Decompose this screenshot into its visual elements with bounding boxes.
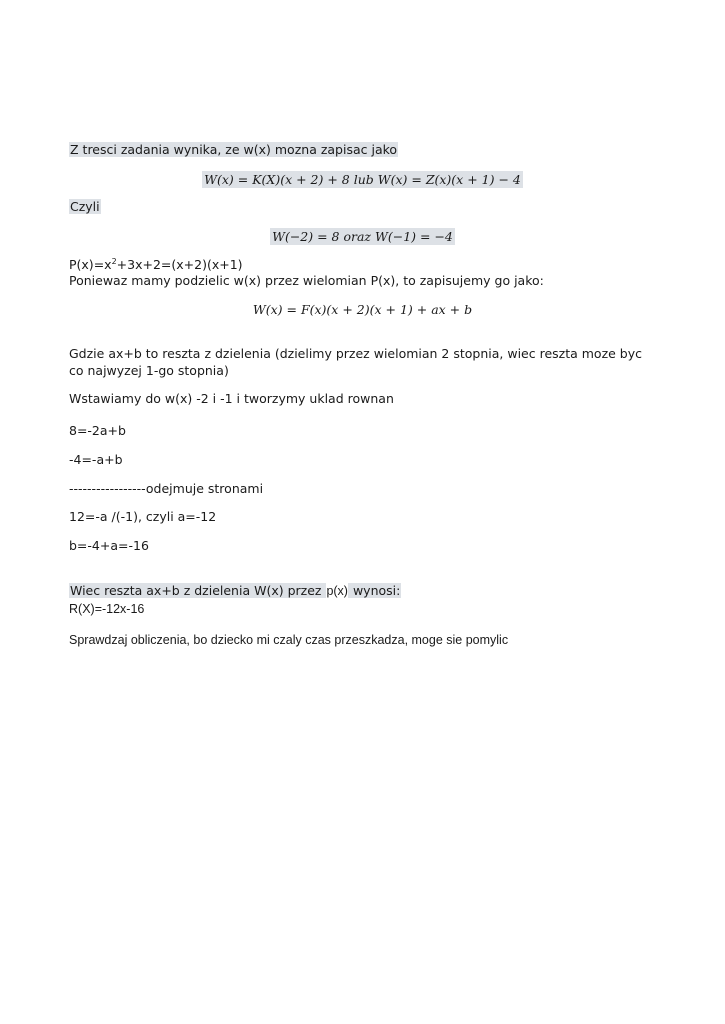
wiec-text-c: wynosi: — [348, 583, 401, 598]
intro-line — [69, 141, 398, 158]
remainder-result: R(X)=-12x-16 — [69, 602, 145, 616]
equation-2 — [0, 228, 725, 245]
equation-b: -4=-a+b — [69, 452, 123, 467]
intro-text: Z tresci zadania wynika, ze w(x) mozna zapisac jako — [70, 142, 398, 157]
wstawiamy-line: Wstawiamy do w(x) -2 i -1 i tworzymy uklad rownan — [69, 391, 394, 406]
equation-3: W(x) = F(x)(x + 2)(x + 1) + ax + b — [252, 302, 473, 317]
equation-a: 8=-2a+b — [69, 423, 126, 438]
czyli-line — [69, 198, 101, 215]
result-a: 12=-a /(-1), czyli a=-12 — [69, 509, 217, 524]
gdzie-paragraph: Gdzie ax+b to reszta z dzielenia (dzielimy przez wielomian 2 stopnia, wiec reszta moze byc co najwyzej 1-go stopnia) — [69, 346, 643, 378]
czyli-text: Czyli — [70, 199, 100, 214]
px-line — [69, 256, 243, 273]
px-text-a: P(x)=x — [69, 257, 112, 272]
equation-1-text: W(x) = K(X)(x + 2) + 8 lub W(x) = Z(x)(x + 1) − 4 — [204, 172, 521, 187]
px-exponent: 2 — [111, 256, 117, 266]
result-b: b=-4+a=-16 — [69, 538, 149, 553]
poniewaz-line: Poniewaz mamy podzielic w(x) przez wielomian P(x), to zapisujemy go jako: — [69, 273, 544, 288]
equation-1 — [0, 171, 725, 188]
author-note: Sprawdzaj obliczenia, bo dziecko mi czaly czas przeszkadza, moge sie pomylic — [69, 633, 509, 647]
wiec-text-a: Wiec reszta ax+b z dzielenia W(x) przez — [70, 583, 326, 598]
wiec-text-b: p(x) — [326, 584, 348, 598]
px-text-b: +3x+2=(x+2)(x+1) — [116, 257, 243, 272]
wiec-line — [69, 582, 401, 600]
separator-line: -----------------odejmuje stronami — [69, 481, 264, 496]
equation-2-text: W(−2) = 8 oraz W(−1) = −4 — [272, 229, 453, 244]
